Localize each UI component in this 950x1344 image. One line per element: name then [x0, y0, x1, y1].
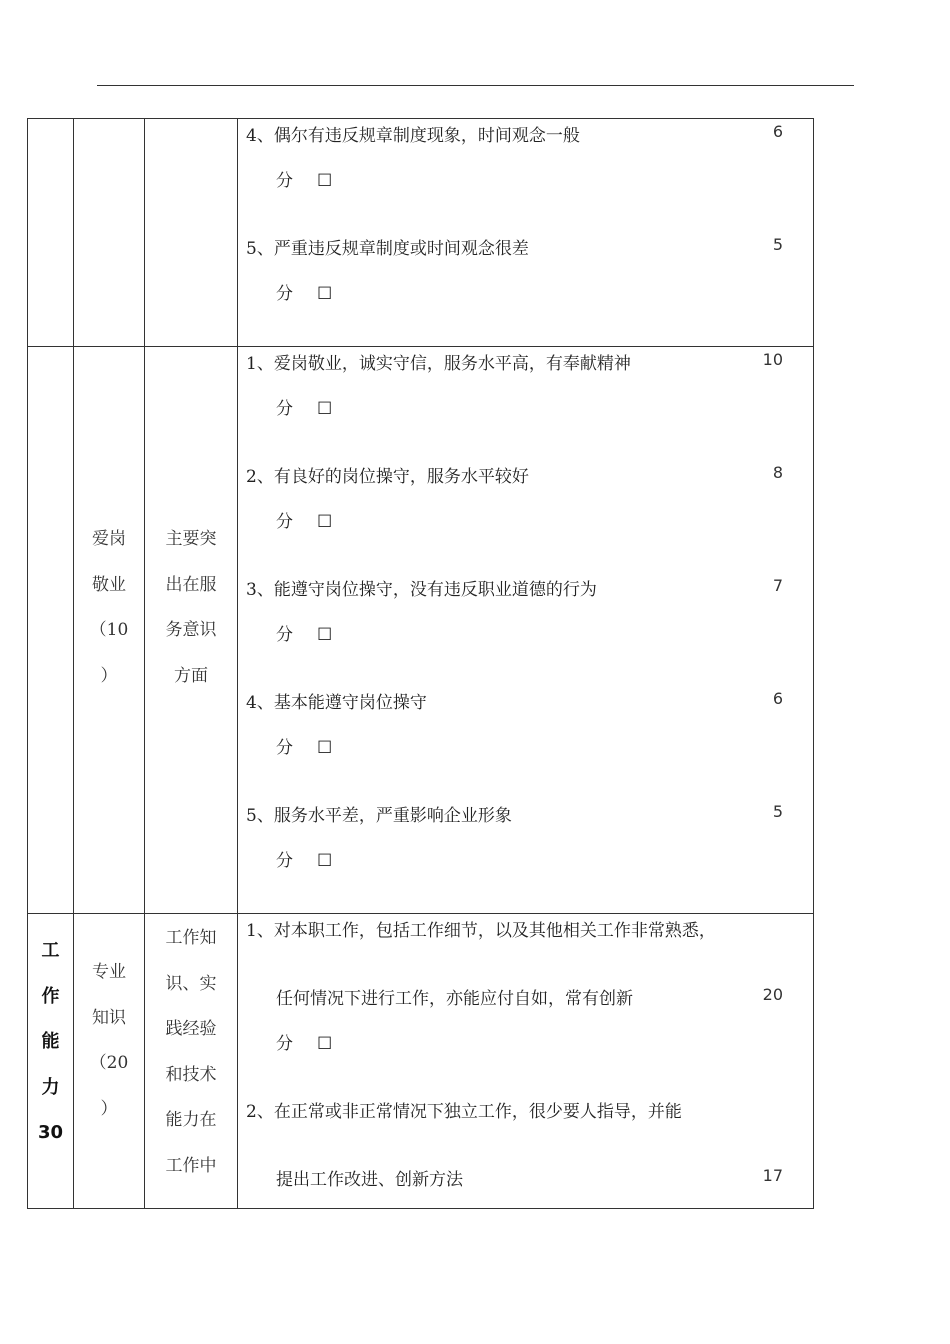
table-row — [28, 914, 814, 1209]
criterion-text: 4、偶尔有违反规章制度现象，时间观念一般 — [246, 126, 580, 146]
item-name-cell — [74, 914, 145, 1209]
criterion-unit: 分 ☐ — [276, 738, 333, 758]
item-name-line: 敬业 — [92, 574, 126, 595]
checkbox-icon[interactable]: ☐ — [317, 284, 333, 304]
item-desc-line: 工作中 — [165, 1155, 217, 1176]
category-line: 力 — [41, 1076, 60, 1098]
checkbox-icon[interactable]: ☐ — [317, 399, 333, 419]
criterion-text-cont: 提出工作改进、创新方法 — [276, 1170, 463, 1190]
checkbox-icon[interactable]: ☐ — [317, 851, 333, 871]
score-value: 6 — [772, 689, 783, 708]
score-value: 6 — [772, 122, 783, 141]
item-name-line: （10 — [89, 620, 129, 640]
criterion-unit: 分 ☐ — [276, 851, 333, 871]
criterion-unit: 分 ☐ — [276, 625, 333, 645]
criterion-text: 2、在正常或非正常情况下独立工作，很少要人指导，并能 — [246, 1102, 682, 1122]
criterion-unit: 分 ☐ — [276, 1034, 333, 1054]
criteria-cell — [238, 119, 814, 347]
checkbox-icon[interactable]: ☐ — [317, 171, 333, 191]
item-name-line: 知识 — [92, 1007, 126, 1028]
item-desc-line: 务意识 — [165, 620, 217, 640]
item-desc-line: 主要突 — [165, 529, 217, 549]
category-line: 作 — [41, 985, 60, 1007]
criterion-text: 2、有良好的岗位操守，服务水平较好 — [246, 467, 529, 487]
category-line: 能 — [41, 1031, 60, 1052]
item-desc-line: 能力在 — [165, 1110, 217, 1130]
criterion-text: 3、能遵守岗位操守，没有违反职业道德的行为 — [246, 580, 597, 600]
item-desc-line: 方面 — [174, 665, 208, 686]
score-value: 5 — [772, 235, 783, 254]
item-name-cell — [74, 347, 145, 914]
checkbox-icon[interactable]: ☐ — [317, 625, 333, 645]
item-name-line: ） — [100, 665, 118, 686]
item-name-line: 专业 — [92, 962, 126, 982]
criteria-cell — [238, 347, 814, 914]
item-desc-cell — [145, 119, 238, 347]
category-cell — [28, 347, 74, 914]
criteria-cell — [238, 914, 814, 1209]
header-rule — [97, 85, 854, 86]
criterion-text: 5、严重违反规章制度或时间观念很差 — [246, 239, 529, 259]
criterion-text: 5、服务水平差，严重影响企业形象 — [246, 806, 512, 826]
item-desc-cell — [145, 347, 238, 914]
checkbox-icon[interactable]: ☐ — [317, 738, 333, 758]
criterion-text: 1、对本职工作，包括工作细节，以及其他相关工作非常熟悉， — [246, 921, 716, 941]
score-value: 10 — [762, 350, 783, 369]
criterion-unit: 分 ☐ — [276, 512, 333, 532]
item-desc-line: 出在服 — [165, 574, 217, 595]
score-value: 5 — [772, 802, 783, 821]
score-value: 20 — [762, 985, 783, 1004]
evaluation-table — [27, 118, 814, 1209]
category-line: 工 — [41, 940, 60, 961]
criterion-unit: 分 ☐ — [276, 284, 333, 304]
criterion-text-cont: 任何情况下进行工作，亦能应付自如，常有创新 — [276, 989, 633, 1009]
item-desc-line: 工作知 — [165, 928, 217, 948]
table-row — [28, 119, 814, 347]
item-desc-line: 识、实 — [165, 973, 217, 994]
item-desc-line: 和技术 — [165, 1064, 217, 1085]
criterion-text: 4、基本能遵守岗位操守 — [246, 693, 427, 713]
item-name-line: （20 — [89, 1053, 129, 1073]
table-row — [28, 347, 814, 914]
category-line: 30 — [37, 1122, 64, 1143]
item-name-line: ） — [100, 1098, 118, 1119]
criterion-unit: 分 ☐ — [276, 171, 333, 191]
item-desc-cell — [145, 914, 238, 1209]
category-cell — [28, 119, 74, 347]
score-value: 17 — [762, 1166, 783, 1185]
item-name-line: 爱岗 — [92, 529, 126, 549]
checkbox-icon[interactable]: ☐ — [317, 512, 333, 532]
category-cell — [28, 914, 74, 1209]
criterion-text: 1、爱岗敬业，诚实守信，服务水平高，有奉献精神 — [246, 354, 631, 374]
score-value: 7 — [772, 576, 783, 595]
criterion-unit: 分 ☐ — [276, 399, 333, 419]
item-desc-line: 践经验 — [165, 1019, 217, 1039]
item-name-cell — [74, 119, 145, 347]
checkbox-icon[interactable]: ☐ — [317, 1034, 333, 1054]
score-value: 8 — [772, 463, 783, 482]
